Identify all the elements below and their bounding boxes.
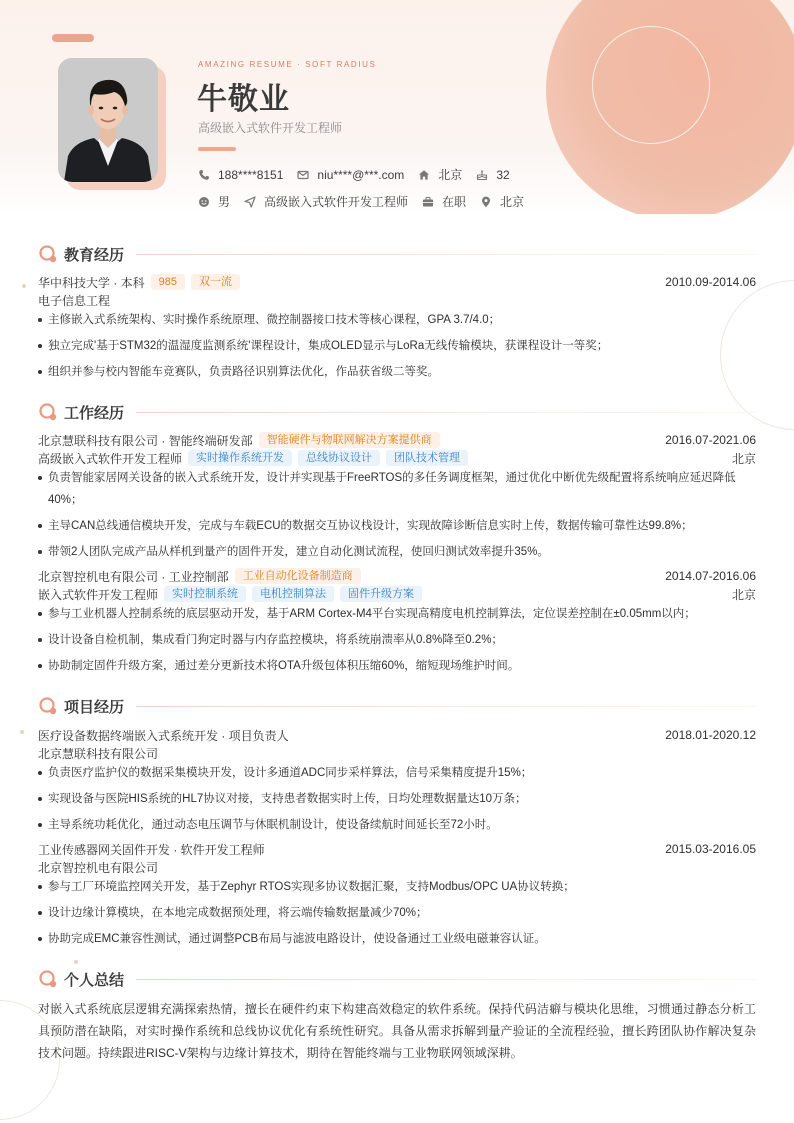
decorative-ring	[592, 26, 710, 144]
work-entry-header	[38, 431, 756, 449]
section-divider	[136, 412, 756, 413]
send-icon	[244, 196, 256, 208]
section-work	[38, 402, 756, 422]
contact-row	[198, 166, 524, 183]
email-value: niu****@***.com	[317, 167, 405, 182]
section-education	[38, 244, 756, 264]
status-item	[422, 193, 466, 210]
summary-text: 对嵌入式系统底层逻辑充满探索热情，擅长在硬件约束下构建高效稳定的软件系统。保持代码洁癖与模块化思维，习惯通过静态分析工具预防潜在缺陷，对实时操作系统和总线协议优化有系统性研究。具备从需求拆解到量产验证的全流程经验，擅长跨团队协作解决复杂技术问题。持续跟进RISC-V架构与边缘计算技术，期待在智能终端与工业物联网领域深耕。	[38, 1002, 756, 1060]
decorative-dot	[22, 284, 26, 288]
work-role-row	[38, 585, 756, 603]
project-bullet: 主导系统功耗优化，通过动态电压调节与休眠机制设计，使设备续航时间延长至72小时。	[38, 814, 750, 836]
section-title: 工作经历	[64, 404, 125, 422]
smiley-icon	[198, 196, 210, 208]
skill-tag: 总线协议设计	[298, 450, 380, 466]
skill-tag: 团队技术管理	[386, 450, 468, 466]
school-tag: 双一流	[191, 274, 240, 290]
section-badge-icon	[38, 244, 58, 264]
pin-icon	[480, 196, 492, 208]
section-title: 教育经历	[64, 246, 125, 264]
skill-tag: 实时控制系统	[164, 586, 246, 602]
location-item	[418, 166, 462, 183]
role-name: 嵌入式软件开发工程师	[38, 587, 159, 602]
project-date: 2015.03-2016.05	[665, 842, 756, 856]
work-date: 2014.07-2016.06	[665, 569, 756, 583]
education-bullet: 组织并参与校内智能车竞赛队，负责路径识别算法优化，作品获省级二等奖。	[38, 361, 750, 383]
work-date: 2016.07-2021.06	[665, 433, 756, 447]
project-org: 北京慧联科技有限公司	[38, 746, 159, 761]
section-divider	[136, 979, 756, 980]
target-role-item	[244, 193, 408, 210]
candidate-name: 牛敬业	[197, 82, 290, 117]
project-org-row	[38, 858, 756, 876]
section-badge-icon	[38, 696, 58, 716]
section-divider	[136, 706, 756, 707]
target-city-value: 北京	[500, 195, 525, 209]
skill-tag: 实时操作系统开发	[188, 450, 292, 466]
section-badge-icon	[38, 969, 58, 989]
email-item	[297, 168, 404, 182]
preference-row	[198, 193, 538, 210]
phone-value: 188****8151	[218, 167, 284, 182]
work-bullet: 协助制定固件升级方案，通过差分更新技术将OTA升级包体积压缩60%，缩短现场维护时间。	[38, 655, 750, 677]
education-date: 2010.09-2014.06	[665, 275, 756, 289]
project-bullet: 参与工厂环境监控网关开发，基于Zephyr RTOS实现多协议数据汇聚，支持Modbus/OPC UA协议转换；	[38, 876, 750, 898]
company-name: 北京慧联科技有限公司 · 智能终端研发部	[38, 433, 253, 448]
project-org-row	[38, 744, 756, 762]
location-value: 北京	[438, 168, 463, 182]
gender-value: 男	[218, 195, 231, 209]
mail-icon	[297, 169, 309, 181]
section-projects	[38, 696, 756, 716]
work-bullet: 设计设备自检机制，集成看门狗定时器与内存监控模块，将系统崩溃率从0.8%降至0.2%；	[38, 629, 750, 651]
phone-item	[198, 168, 283, 182]
education-bullet: 独立完成'基于STM32的温湿度监测系统'课程设计，集成OLED显示与LoRa无线传输模块，获课程设计一等奖；	[38, 335, 750, 357]
education-major-row	[38, 291, 756, 309]
project-bullet: 负责医疗监护仪的数据采集模块开发，设计多通道ADC同步采样算法，信号采集精度提升15%；	[38, 762, 750, 784]
section-divider	[136, 254, 756, 255]
project-entry-header	[38, 840, 756, 858]
school-tag: 985	[151, 274, 185, 290]
role-name: 高级嵌入式软件开发工程师	[38, 451, 183, 466]
avatar	[58, 58, 158, 182]
major-name: 电子信息工程	[38, 293, 111, 308]
company-name: 北京智控机电有限公司 · 工业控制部	[38, 569, 229, 584]
home-icon	[418, 169, 430, 181]
education-entry-header	[38, 273, 756, 291]
briefcase-icon	[422, 196, 434, 208]
work-entry-header	[38, 567, 756, 585]
company-tag: 智能硬件与物联网解决方案提供商	[259, 432, 440, 448]
age-value: 32	[496, 167, 510, 182]
project-org: 北京智控机电有限公司	[38, 860, 159, 875]
work-city: 北京	[731, 451, 756, 466]
accent-pill	[52, 34, 94, 42]
avatar-portrait-icon	[58, 58, 158, 182]
company-tag: 工业自动化设备制造商	[235, 568, 361, 584]
target-role-value: 高级嵌入式软件开发工程师	[264, 195, 409, 209]
decorative-dot	[20, 730, 24, 734]
project-title: 医疗设备数据终端嵌入式系统开发 · 项目负责人	[38, 728, 289, 743]
work-bullet: 参与工业机器人控制系统的底层驱动开发，基于ARM Cortex-M4平台实现高精度电机控制算法，定位误差控制在±0.05mm以内；	[38, 603, 750, 625]
status-value: 在职	[442, 195, 467, 209]
section-badge-icon	[38, 402, 58, 422]
skill-tag: 电机控制算法	[252, 586, 334, 602]
project-bullet: 设计边缘计算模块，在本地完成数据预处理，将云端传输数据量减少70%；	[38, 902, 750, 924]
project-bullet: 协助完成EMC兼容性测试，通过调整PCB布局与滤波电路设计，使设备通过工业级电磁兼容认证。	[38, 928, 750, 950]
gender-item	[198, 193, 230, 210]
section-title: 个人总结	[64, 971, 125, 989]
skill-tag: 固件升级方案	[340, 586, 422, 602]
project-title: 工业传感器网关固件开发 · 软件开发工程师	[38, 842, 265, 857]
title-underline	[198, 147, 236, 151]
work-bullet: 负责智能家居网关设备的嵌入式系统开发，设计并实现基于FreeRTOS的多任务调度框架，通过优化中断优先级配置将系统响应延迟降低40%；	[38, 467, 750, 511]
work-role-row	[38, 449, 756, 467]
cake-icon	[476, 169, 488, 181]
project-entry-header	[38, 726, 756, 744]
work-bullet: 主导CAN总线通信模块开发，完成与车载ECU的数据交互协议栈设计，实现故障诊断信息实时上传，数据传输可靠性达99.8%；	[38, 515, 750, 537]
section-summary	[38, 969, 756, 989]
project-bullet: 实现设备与医院HIS系统的HL7协议对接，支持患者数据实时上传，日均处理数据量达10万条；	[38, 788, 750, 810]
candidate-title: 高级嵌入式软件开发工程师	[198, 121, 343, 135]
target-city-item	[480, 193, 524, 210]
age-item	[476, 168, 509, 182]
header-kicker: AMAZING RESUME · SOFT RADIUS	[198, 60, 377, 69]
education-bullet: 主修嵌入式系统架构、实时操作系统原理、微控制器接口技术等核心课程，GPA 3.7/4.0；	[38, 309, 750, 331]
work-city: 北京	[731, 587, 756, 602]
decorative-dot	[74, 960, 78, 964]
section-title: 项目经历	[64, 698, 125, 716]
phone-icon	[198, 169, 210, 181]
work-bullet: 带领2人团队完成产品从样机到量产的固件开发，建立自动化测试流程，使回归测试效率提升35%。	[38, 541, 750, 563]
school-name: 华中科技大学 · 本科	[38, 275, 145, 290]
project-date: 2018.01-2020.12	[665, 728, 756, 742]
